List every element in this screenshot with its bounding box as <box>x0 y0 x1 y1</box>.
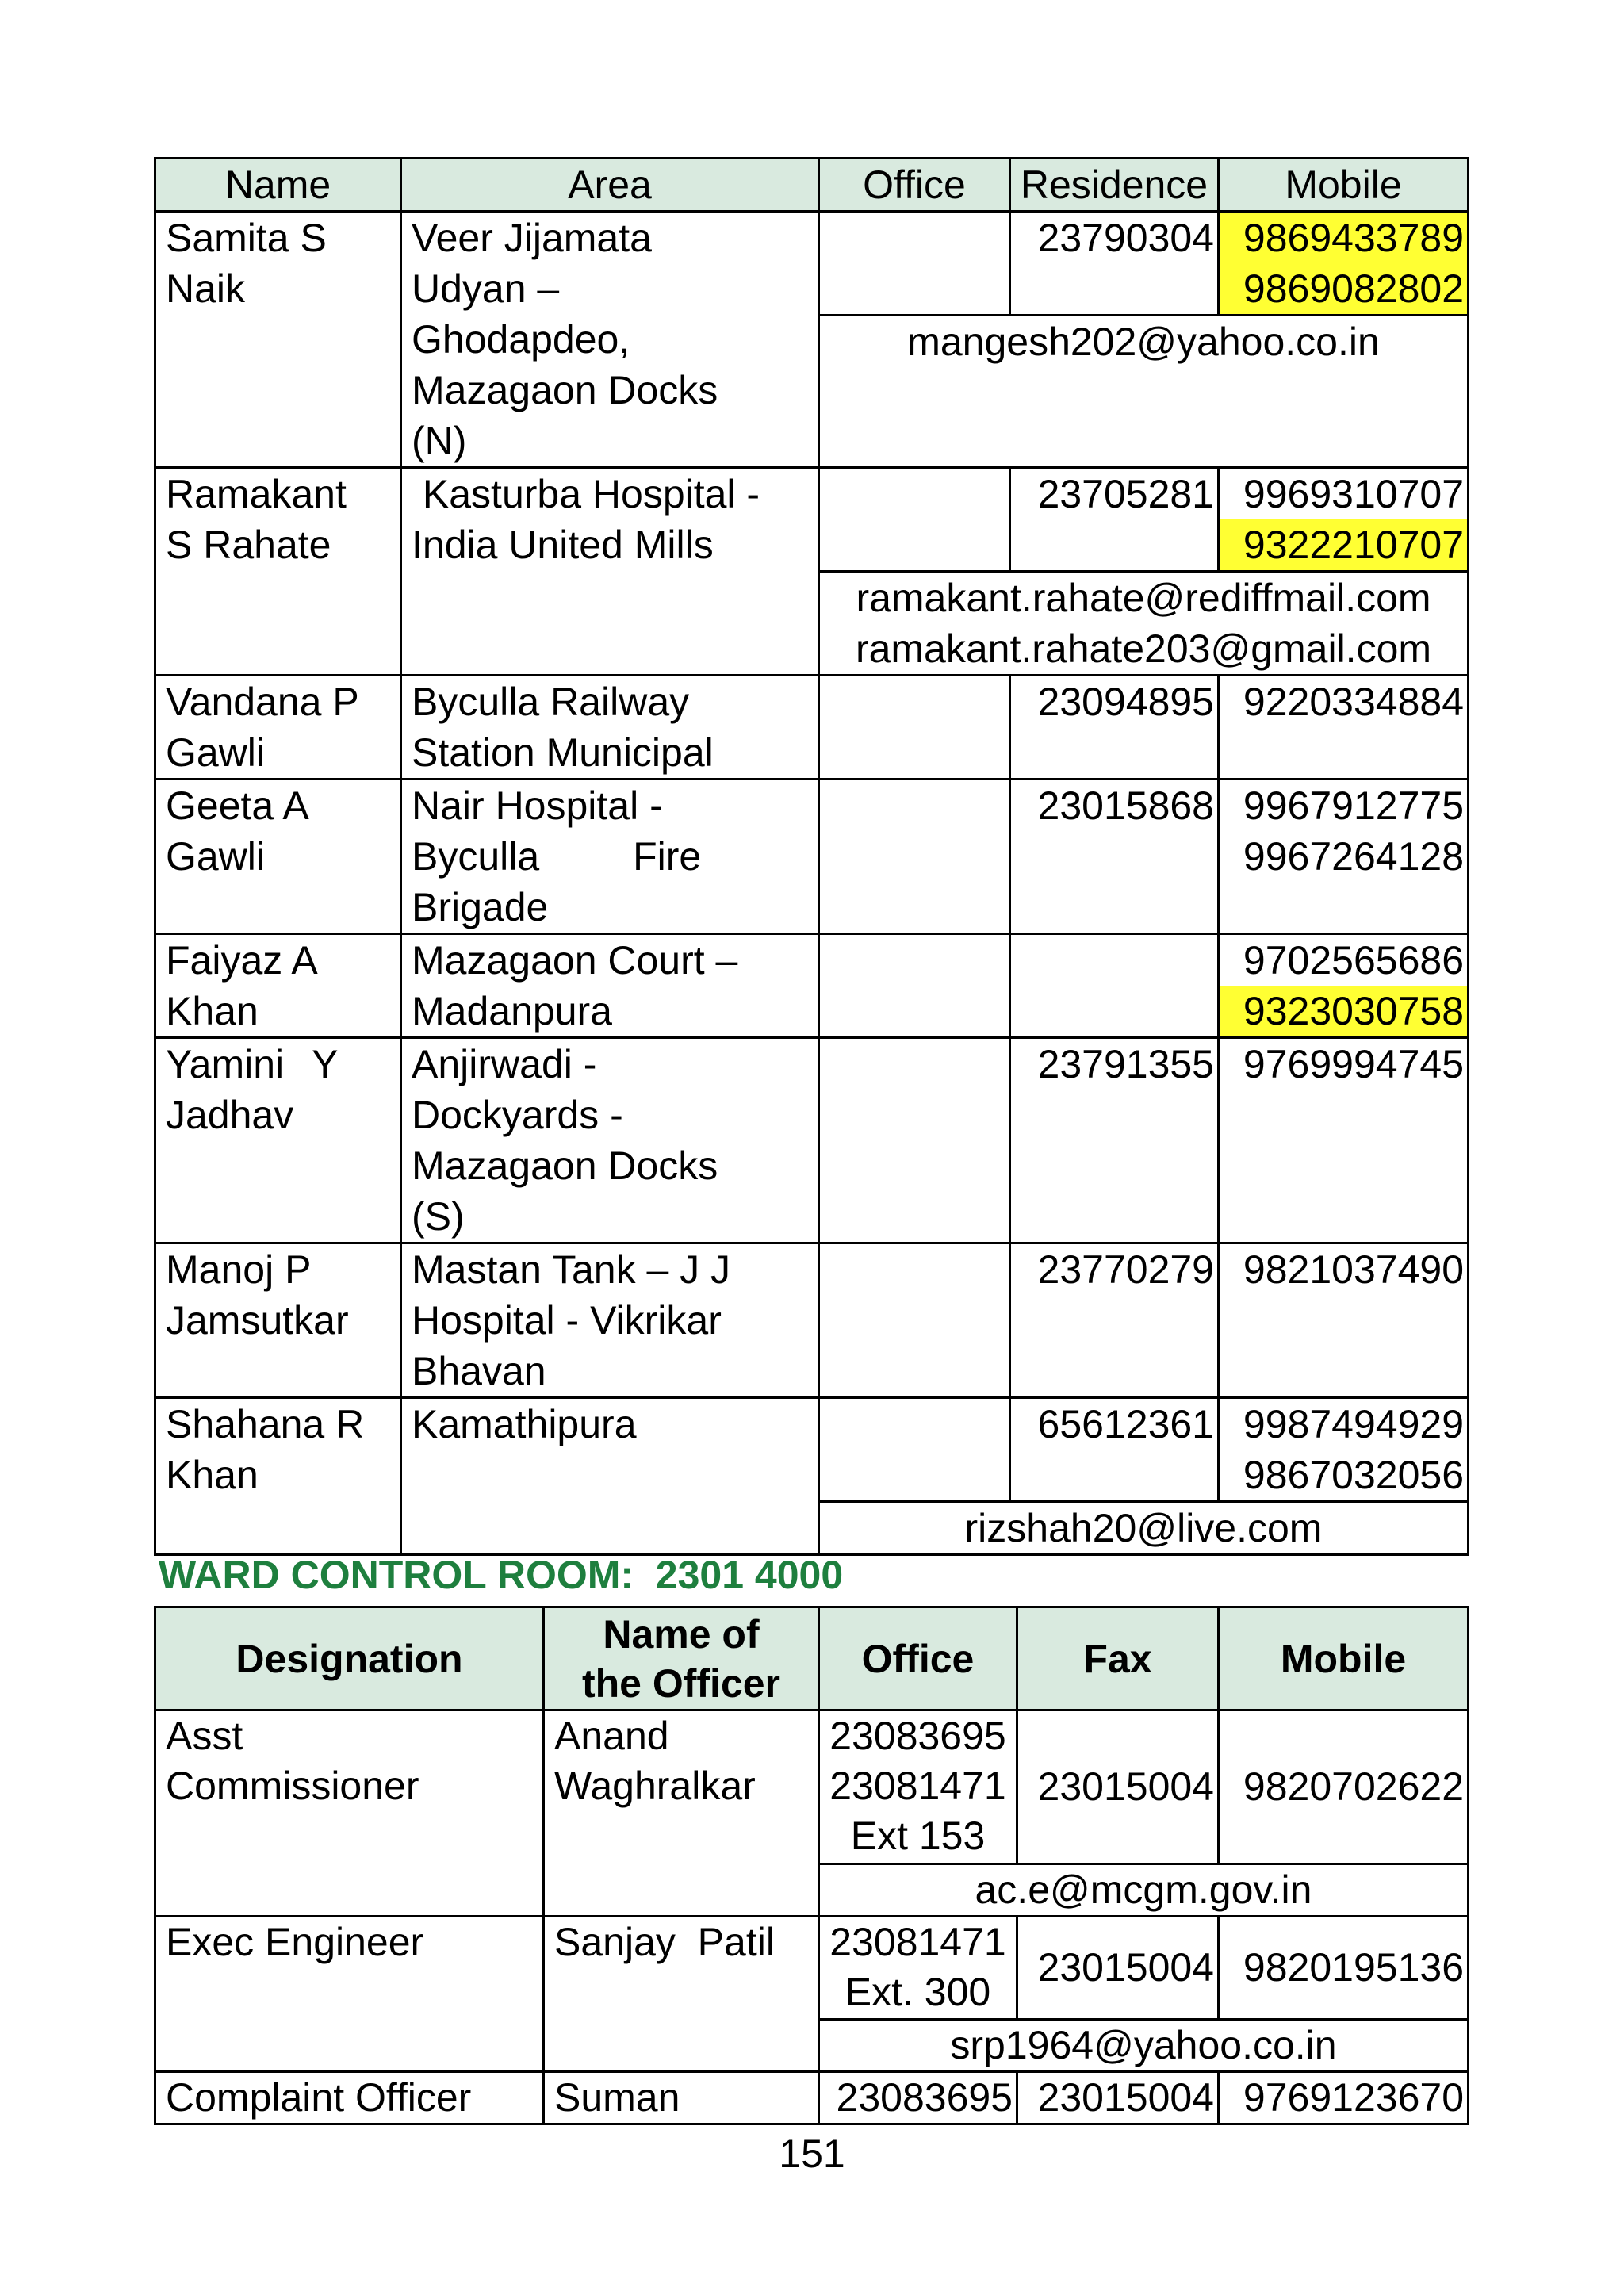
table-row <box>155 1398 1469 1502</box>
area-line: Byculla Railway <box>412 680 690 724</box>
table-row <box>155 1038 1469 1243</box>
table-row <box>155 780 1469 934</box>
table-row <box>155 2072 1469 2124</box>
contact-area <box>401 780 819 934</box>
table-row <box>155 934 1469 1038</box>
area-line: Anjirwadi - <box>412 1042 597 1086</box>
designation-line: Exec Engineer <box>166 1920 424 1964</box>
contact-area <box>401 1038 819 1243</box>
fax-cell: 23015004 <box>1017 2072 1219 2124</box>
area-line: (S) <box>412 1194 465 1239</box>
residence-cell: 65612361 <box>1010 1398 1219 1502</box>
col-header-fax: Fax <box>1017 1607 1219 1710</box>
email-address: mangesh202@yahoo.co.in <box>907 320 1380 364</box>
mobile-number-highlighted: 9869082802 <box>1220 263 1467 314</box>
area-line: Brigade <box>412 885 549 929</box>
officer-name-cell <box>544 1710 819 1917</box>
contact-area <box>401 1243 819 1398</box>
contact-name <box>155 468 401 676</box>
mobile-number: 9220334884 <box>1243 680 1464 724</box>
contact-area <box>401 676 819 780</box>
area-line: Mazagaon Docks <box>412 1143 718 1188</box>
residence-cell: 23094895 <box>1010 676 1219 780</box>
office-line: Ext. 300 <box>845 1970 991 2014</box>
area-line: Kasturba Hospital - <box>412 472 760 516</box>
col-header-area: Area <box>401 159 819 212</box>
mobile-cell <box>1219 212 1469 316</box>
name-line: Jamsutkar <box>166 1298 349 1343</box>
office-cell <box>819 468 1010 572</box>
fax-cell: 23015004 <box>1017 1710 1219 1864</box>
office-line: 23083695 <box>829 1714 1006 1758</box>
col-header-mobile: Mobile <box>1219 159 1469 212</box>
area-line: Nair Hospital - <box>412 783 663 828</box>
name-line: S Rahate <box>166 523 331 567</box>
email-cell <box>819 1502 1469 1555</box>
name-line: Jadhav <box>166 1093 294 1137</box>
mobile-cell <box>1219 1038 1469 1243</box>
name-line: Khan <box>166 989 259 1033</box>
table-row <box>155 1243 1469 1398</box>
designation-line: Complaint Officer <box>166 2075 472 2120</box>
email-cell <box>819 572 1469 676</box>
mobile-cell <box>1219 780 1469 934</box>
mobile-number: 9867032056 <box>1243 1453 1464 1497</box>
area-line: Byculla Fire <box>412 834 702 879</box>
office-cell <box>819 934 1010 1038</box>
mobile-number: 9821037490 <box>1243 1247 1464 1292</box>
area-line: Hospital - Vikrikar <box>412 1298 722 1343</box>
ward-control-room-heading: WARD CONTROL ROOM: 2301 4000 <box>159 1553 844 1597</box>
officer-name-line: Sanjay Patil <box>554 1920 775 1964</box>
name-line: Ramakant <box>166 472 347 516</box>
mobile-number: 9967912775 <box>1243 783 1464 828</box>
name-line: Gawli <box>166 834 266 879</box>
mobile-cell <box>1219 934 1469 1038</box>
email-cell: srp1964@yahoo.co.in <box>819 2020 1469 2072</box>
office-cell <box>819 2072 1017 2124</box>
table-header-row <box>155 159 1469 212</box>
name-line: Khan <box>166 1453 259 1497</box>
area-line: Dockyards - <box>412 1093 623 1137</box>
contact-name <box>155 1038 401 1243</box>
area-line: India United Mills <box>412 523 714 567</box>
email-cell <box>819 316 1469 468</box>
table-row <box>155 1917 1469 2020</box>
office-line: 23083695 <box>836 2075 1013 2120</box>
mobile-cell <box>1219 1398 1469 1502</box>
name-line: Samita S <box>166 216 327 260</box>
designation-cell <box>155 1917 544 2072</box>
residence-cell: 23015868 <box>1010 780 1219 934</box>
office-cell <box>819 212 1010 316</box>
area-line: Bhavan <box>412 1349 546 1393</box>
mobile-number: 9769994745 <box>1243 1042 1464 1086</box>
name-line: Naik <box>166 266 246 311</box>
residence-cell: 23770279 <box>1010 1243 1219 1398</box>
officer-name-line: Suman <box>554 2075 680 2120</box>
contact-area <box>401 934 819 1038</box>
office-cell <box>819 1710 1017 1864</box>
area-line: Madanpura <box>412 989 612 1033</box>
name-line: Gawli <box>166 730 266 775</box>
designation-line: Commissioner <box>166 1764 419 1808</box>
email-address: ramakant.rahate@rediffmail.com <box>856 576 1431 620</box>
contact-area <box>401 468 819 676</box>
area-line: Ghodapdeo, <box>412 317 630 362</box>
col-header-office: Office <box>819 1607 1017 1710</box>
contact-name <box>155 1243 401 1398</box>
name-line: Vandana P <box>166 680 359 724</box>
office-line: 23081471 <box>829 1764 1006 1808</box>
name-line: Faiyaz A <box>166 938 318 983</box>
contact-area <box>401 1398 819 1555</box>
col-header-office: Office <box>819 159 1010 212</box>
mobile-cell <box>1219 676 1469 780</box>
email-address: ramakant.rahate203@gmail.com <box>855 626 1432 671</box>
email-address: rizshah20@live.com <box>964 1506 1323 1550</box>
mobile-cell: 9820702622 <box>1219 1710 1469 1864</box>
contact-name <box>155 212 401 468</box>
residence-cell <box>1010 934 1219 1038</box>
area-line: Mazagaon Docks <box>412 368 718 412</box>
email-cell: ac.e@mcgm.gov.in <box>819 1864 1469 1917</box>
office-cell <box>819 1243 1010 1398</box>
office-cell <box>819 780 1010 934</box>
officers-table <box>154 1606 1469 2125</box>
mobile-number: 9969310707 <box>1243 472 1464 516</box>
area-line: Veer Jijamata <box>412 216 652 260</box>
contact-name <box>155 676 401 780</box>
col-header-designation: Designation <box>155 1607 544 1710</box>
mobile-number-highlighted: 9322210707 <box>1220 519 1467 570</box>
residence-cell: 23790304 <box>1010 212 1219 316</box>
page-number: 151 <box>779 2132 845 2176</box>
office-cell <box>819 676 1010 780</box>
mobile-cell: 9769123670 <box>1219 2072 1469 2124</box>
officer-name-line: Anand <box>554 1714 669 1758</box>
name-line: Yamini Y <box>166 1042 339 1086</box>
designation-line: Asst <box>166 1714 243 1758</box>
name-line: Manoj P <box>166 1247 312 1292</box>
office-cell <box>819 1038 1010 1243</box>
mobile-number: 9702565686 <box>1243 938 1464 983</box>
col-header-residence: Residence <box>1010 159 1219 212</box>
name-line: Shahana R <box>166 1402 365 1446</box>
area-line: Station Municipal <box>412 730 714 775</box>
area-line: Mazagaon Court – <box>412 938 738 983</box>
area-line: (N) <box>412 419 467 463</box>
contact-name <box>155 780 401 934</box>
col-header-officer-name: Name of the Officer <box>544 1607 819 1710</box>
residence-cell: 23791355 <box>1010 1038 1219 1243</box>
mobile-number: 9987494929 <box>1243 1402 1464 1446</box>
table-header-row <box>155 1607 1469 1710</box>
col-header-name: Name <box>155 159 401 212</box>
mobile-number-highlighted: 9869433789 <box>1220 213 1467 263</box>
name-line: Geeta A <box>166 783 309 828</box>
residence-cell: 23705281 <box>1010 468 1219 572</box>
area-line: Udyan – <box>412 266 560 311</box>
office-line: 23081471 <box>829 1920 1006 1964</box>
area-line: Kamathipura <box>412 1402 637 1446</box>
mobile-cell <box>1219 468 1469 572</box>
table-row <box>155 468 1469 572</box>
officer-name-line: Waghralkar <box>554 1764 756 1808</box>
area-line: Mastan Tank – J J <box>412 1247 731 1292</box>
office-line: Ext 153 <box>850 1814 986 1858</box>
contacts-table <box>154 157 1469 1556</box>
mobile-number-highlighted: 9323030758 <box>1220 986 1467 1036</box>
table-row <box>155 212 1469 316</box>
officer-name-cell <box>544 1917 819 2072</box>
designation-cell <box>155 1710 544 1917</box>
office-cell <box>819 1398 1010 1502</box>
contact-area <box>401 212 819 468</box>
fax-cell: 23015004 <box>1017 1917 1219 2020</box>
office-cell <box>819 1917 1017 2020</box>
designation-cell <box>155 2072 544 2124</box>
mobile-cell <box>1219 1243 1469 1398</box>
mobile-cell: 9820195136 <box>1219 1917 1469 2020</box>
officer-name-cell <box>544 2072 819 2124</box>
contact-name <box>155 1398 401 1555</box>
mobile-number: 9967264128 <box>1243 834 1464 879</box>
table-row <box>155 676 1469 780</box>
contact-name <box>155 934 401 1038</box>
col-header-mobile: Mobile <box>1219 1607 1469 1710</box>
table-row <box>155 1710 1469 1864</box>
